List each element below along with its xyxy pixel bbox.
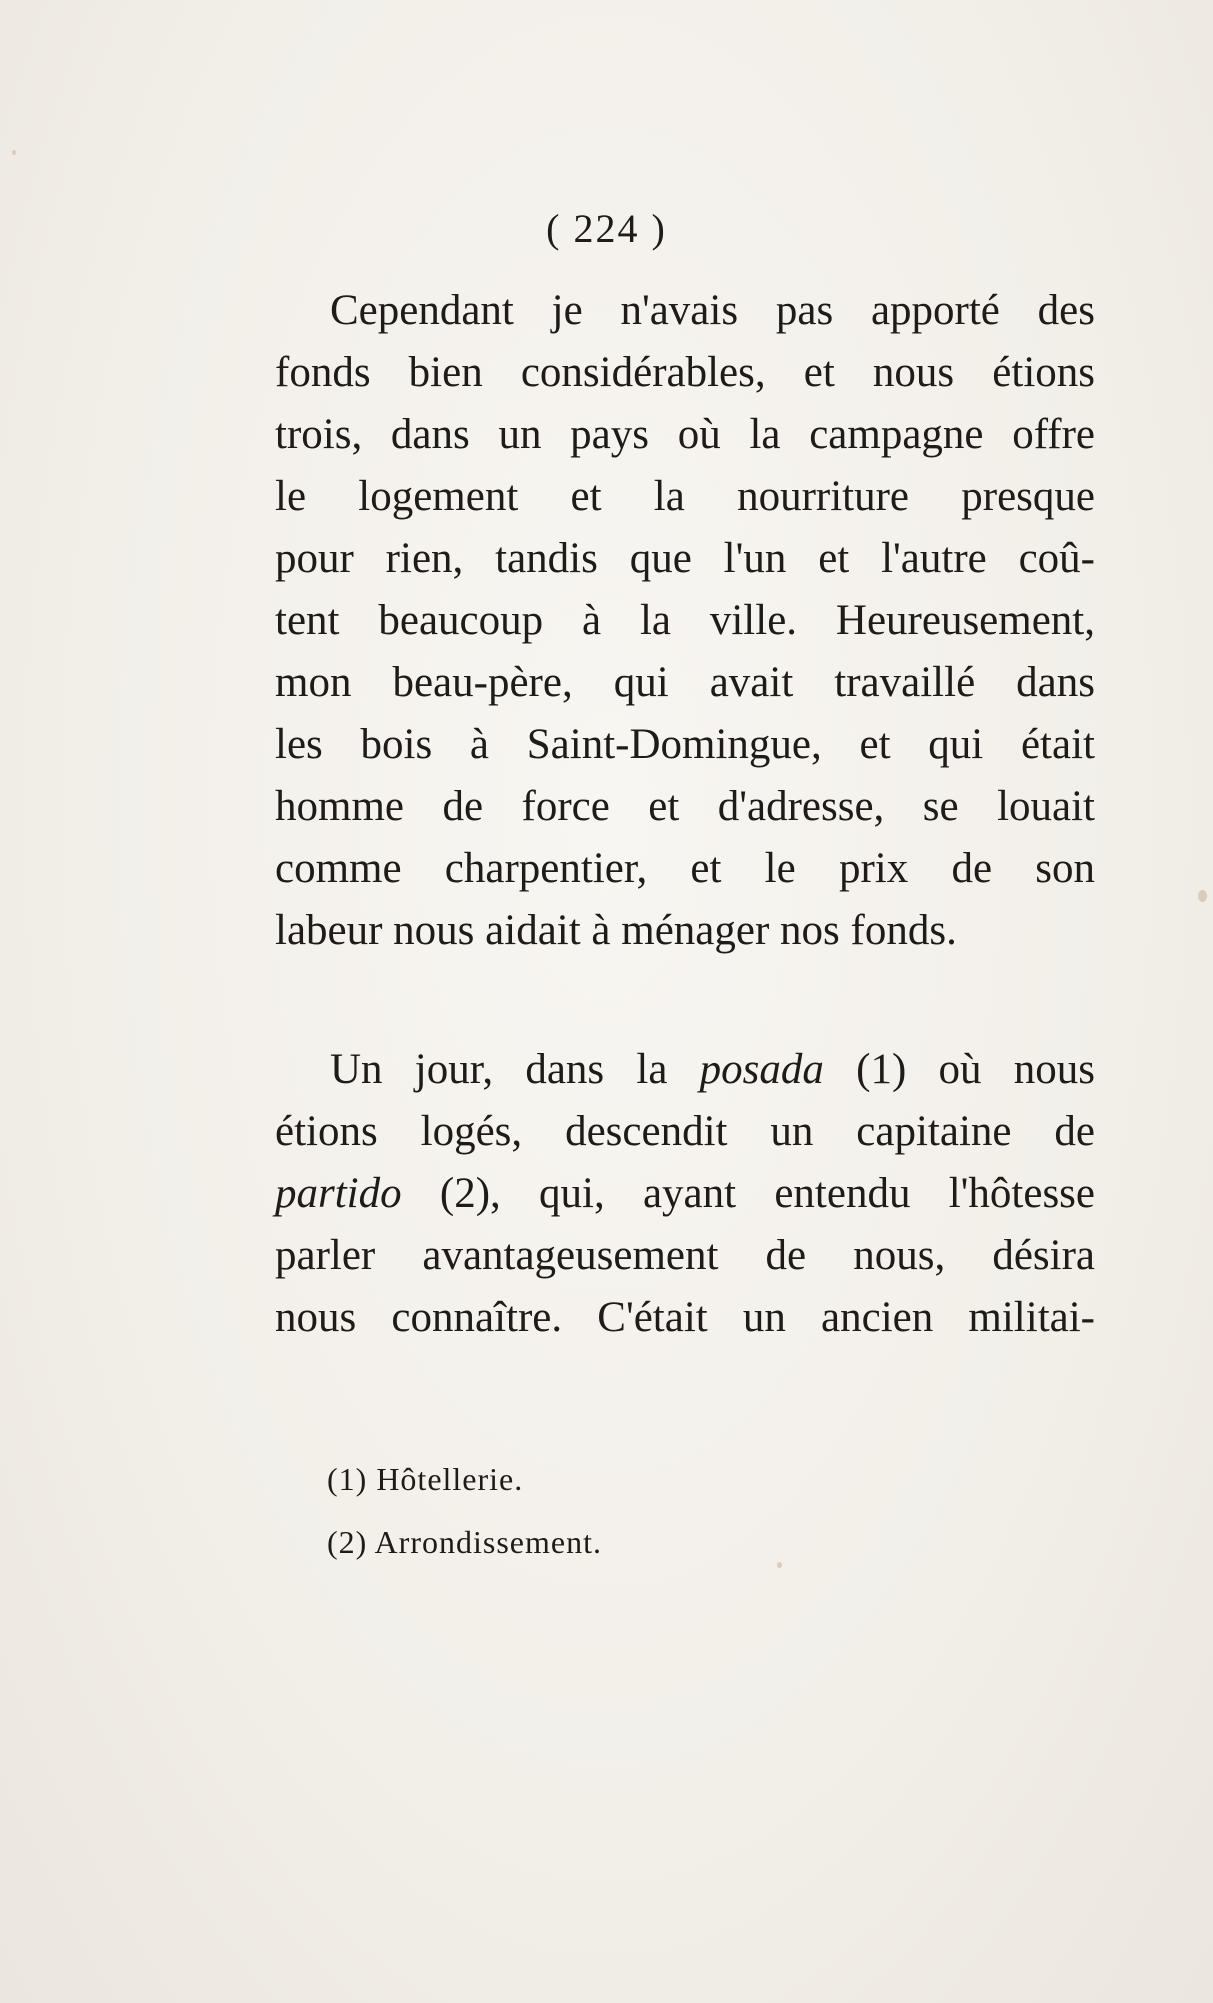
paper-speck <box>12 150 16 155</box>
italic-term: partido <box>275 1170 402 1217</box>
text-line: parler avantageusement de nous, désira <box>275 1232 1095 1279</box>
text-line: nous connaître. C'était un ancien militai- <box>275 1294 1095 1341</box>
footnotes <box>327 1448 602 1574</box>
text-line: labeur nous aidait à ménager nos fonds. <box>275 907 957 954</box>
paragraph-1 <box>275 280 1095 962</box>
italic-term: posada <box>699 1046 824 1093</box>
text-line: homme de force et d'adresse, se louait <box>275 783 1095 830</box>
footnote-1: (1) Hôtellerie. <box>327 1461 524 1497</box>
text-line: pour rien, tandis que l'un et l'autre coû- <box>275 535 1095 582</box>
text-line: étions logés, descendit un capitaine de <box>275 1108 1095 1155</box>
page-number: ( 224 ) <box>546 206 667 251</box>
text-line: les bois à Saint-Domingue, et qui était <box>275 721 1095 768</box>
text-run: Un jour, dans la <box>330 1046 700 1093</box>
text-run: (1) où nous <box>823 1046 1096 1093</box>
footnote-2: (2) Arrondissement. <box>327 1524 602 1560</box>
paper-speck <box>1198 890 1207 902</box>
paragraph-2 <box>275 1039 1095 1349</box>
text-run: (2), qui, ayant entendu l'hôtesse <box>401 1170 1095 1217</box>
text-line: mon beau-père, qui avait travaillé dans <box>275 659 1095 706</box>
paper-speck <box>777 1562 782 1568</box>
text-line: fonds bien considérables, et nous étions <box>275 349 1095 396</box>
text-line: comme charpentier, et le prix de son <box>275 845 1095 892</box>
text-line: Cependant je n'avais pas apporté des <box>330 287 1095 334</box>
text-line: tent beaucoup à la ville. Heureusement, <box>275 597 1095 644</box>
text-line <box>275 1163 1095 1225</box>
text-line <box>275 1039 1095 1101</box>
text-line: le logement et la nourriture presque <box>275 473 1095 520</box>
text-line: trois, dans un pays où la campagne offre <box>275 411 1095 458</box>
